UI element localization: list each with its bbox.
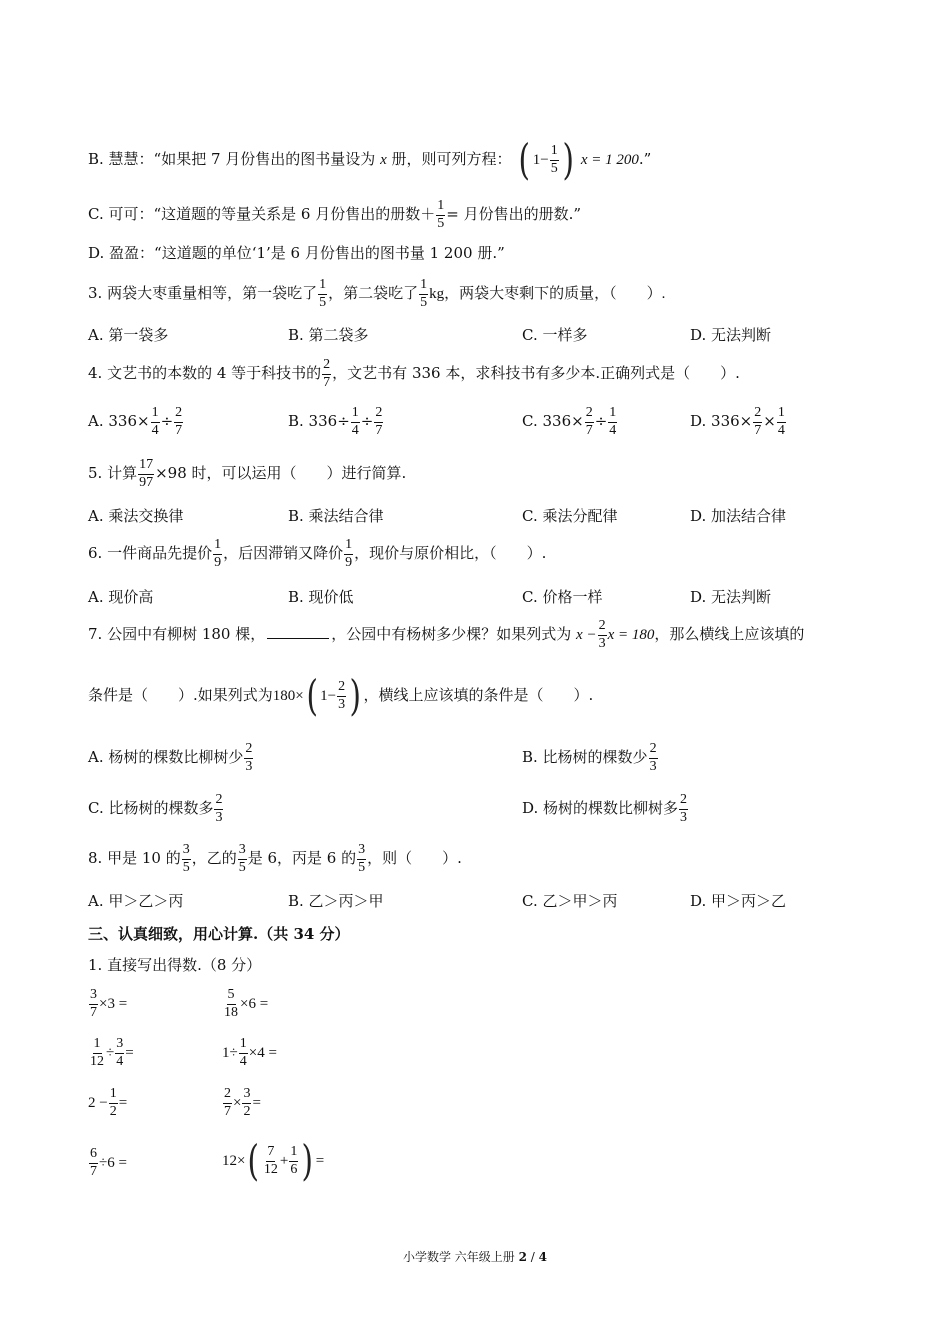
q5-option-d[interactable]: D. 加法结合律 <box>690 507 787 525</box>
fraction: $\frac{17}{97}$ <box>139 457 154 490</box>
q7-option-c[interactable]: C. 比杨树的棵数多 $\frac{2}{3}$ <box>88 792 223 825</box>
calc-item[interactable]: $\frac{1}{12}$ ÷ $\frac{3}{4}$ = <box>90 1036 134 1069</box>
calc-item[interactable]: $\frac{3}{7}$ ×3 = <box>90 987 128 1020</box>
q6-option-c[interactable]: C. 价格一样 <box>522 588 603 606</box>
left-paren: ( <box>247 1136 260 1185</box>
calc-item[interactable]: $\frac{5}{18}$ ×6 = <box>224 987 269 1020</box>
page-footer: 小学数学 六年级上册 2 / 4 <box>402 1250 548 1264</box>
right-paren: ) <box>349 671 362 720</box>
q3-option-d[interactable]: D. 无法判断 <box>690 326 772 344</box>
question-8: 8. 甲是 10 的 $\frac{3}{5}$ ，乙的 $\frac{3}{5}$ 是 6，丙是 6 的 $\frac{3}{5}$ ，则（ ）. <box>88 842 462 875</box>
q6-option-d[interactable]: D. 无法判断 <box>690 588 772 606</box>
q6-option-a[interactable]: A. 现价高 <box>88 588 154 606</box>
q2-option-b: B. 慧慧：“如果把 7 月份售出的图书量设为 x 册，则可列方程： ( 1− $\frac{1}{5}$ ) x = 1 200.” <box>88 135 652 184</box>
calc-item[interactable]: 12×( $\frac{7}{12}$ + $\frac{1}{6}$ ) = <box>222 1136 325 1185</box>
q3-option-a[interactable]: A. 第一袋多 <box>88 326 169 344</box>
q5-option-b[interactable]: B. 乘法结合律 <box>288 507 384 525</box>
q8-option-d[interactable]: D. 甲＞丙＞乙 <box>690 892 787 910</box>
q4-option-b[interactable]: B. 336÷ $\frac{1}{4}$ ÷ $\frac{2}{7}$ <box>288 405 383 438</box>
variable-x: x <box>380 152 387 168</box>
fraction: $\frac{2}{3}$ <box>338 678 346 712</box>
question-6: 6. 一件商品先提价 $\frac{1}{9}$ ，后因滞销又降价 $\frac{1}{9}$ ，现价与原价相比，（ ）. <box>88 537 547 570</box>
q7-option-b[interactable]: B. 比杨树的棵数少 $\frac{2}{3}$ <box>522 741 657 774</box>
right-paren: ) <box>301 1136 314 1185</box>
fraction: $\frac{2}{7}$ <box>323 357 331 390</box>
question-7: 7. 公园中有柳树 180 棵， ，公园中有杨树多少棵？如果列式为 x − $\frac{2}{3}$ x = 180，那么横线上应该填的 <box>88 618 805 651</box>
q7-option-d[interactable]: D. 杨树的棵数比柳树多 $\frac{2}{3}$ <box>522 792 688 825</box>
fraction: $\frac{1}{5}$ <box>420 277 428 310</box>
fraction: $\frac{1}{5}$ <box>437 198 445 231</box>
calc-item[interactable]: $\frac{6}{7}$ ÷6 = <box>90 1146 127 1179</box>
q5-option-a[interactable]: A. 乘法交换律 <box>88 507 184 525</box>
q3-option-b[interactable]: B. 第二袋多 <box>288 326 369 344</box>
fraction: $\frac{1}{5}$ <box>550 142 558 176</box>
q2-option-d: D. 盈盈：“这道题的单位‘1’是 6 月份售出的图书量 1 200 册.” <box>88 244 505 262</box>
calc-item[interactable]: 1÷ $\frac{1}{4}$ ×4 = <box>222 1036 277 1069</box>
one-minus: 1− <box>532 152 549 168</box>
page-total: 4 <box>538 1250 548 1264</box>
q4-option-a[interactable]: A. 336× $\frac{1}{4}$ ÷ $\frac{2}{7}$ <box>88 405 183 438</box>
q4-option-d[interactable]: D. 336× $\frac{2}{7}$ × $\frac{1}{4}$ <box>690 405 785 438</box>
q2-option-c: C. 可可：“这道题的等量关系是 6 月份售出的册数＋ $\frac{1}{5}$ = 月份售出的册数.” <box>88 198 582 231</box>
q8-option-b[interactable]: B. 乙＞丙＞甲 <box>288 892 384 910</box>
equation-rhs: x = 1 200 <box>580 152 639 168</box>
calc-item[interactable]: 2 − $\frac{1}{2}$ = <box>88 1086 128 1119</box>
q7-option-a[interactable]: A. 杨树的棵数比柳树少 $\frac{2}{3}$ <box>88 741 253 774</box>
q2-option-b-lead: B. 慧慧：“如果把 7 月份售出的图书量设为 <box>88 150 376 168</box>
answer-blank[interactable] <box>267 626 329 639</box>
left-paren: ( <box>306 671 318 720</box>
calc-item[interactable]: $\frac{2}{7}$ × $\frac{3}{2}$ = <box>224 1086 261 1119</box>
fraction: $\frac{1}{5}$ <box>319 277 327 310</box>
question-3: 3. 两袋大枣重量相等，第一袋吃了 $\frac{1}{5}$ ，第二袋吃了 $\frac{1}{5}$ kg，两袋大枣剩下的质量，（ ）. <box>88 277 666 310</box>
fraction: $\frac{1}{9}$ <box>345 537 353 570</box>
sub-question-1-title: 1. 直接写出得数.（8 分） <box>88 956 262 974</box>
fraction: $\frac{2}{3}$ <box>598 618 606 651</box>
section-3-heading: 三、认真细致，用心计算.（共 34 分） <box>88 925 350 943</box>
q8-option-a[interactable]: A. 甲＞乙＞丙 <box>88 892 184 910</box>
right-paren: ) <box>562 135 574 184</box>
q4-option-c[interactable]: C. 336× $\frac{2}{7}$ ÷ $\frac{1}{4}$ <box>522 405 617 438</box>
q8-option-c[interactable]: C. 乙＞甲＞丙 <box>522 892 618 910</box>
fraction: $\frac{1}{9}$ <box>214 537 222 570</box>
page-number: 2 <box>518 1250 527 1264</box>
q3-option-c[interactable]: C. 一样多 <box>522 326 588 344</box>
left-paren: ( <box>518 135 531 184</box>
q5-option-c[interactable]: C. 乘法分配律 <box>522 507 618 525</box>
question-5: 5. 计算 $\frac{17}{97}$ ×98 时，可以运用（ ）进行简算. <box>88 457 407 490</box>
q2-option-b-mid: 册，则可列方程： <box>391 150 512 168</box>
question-4: 4. 文艺书的本数的 4 等于科技书的 $\frac{2}{7}$ ，文艺书有 336 本，求科技书有多少本.正确列式是（ ）. <box>88 357 740 390</box>
q6-option-b[interactable]: B. 现价低 <box>288 588 354 606</box>
question-7-line-2: 条件是（ ）.如果列式为180×( 1− $\frac{2}{3}$ ) ，横线上应该填的条件是（ ）. <box>88 671 594 720</box>
